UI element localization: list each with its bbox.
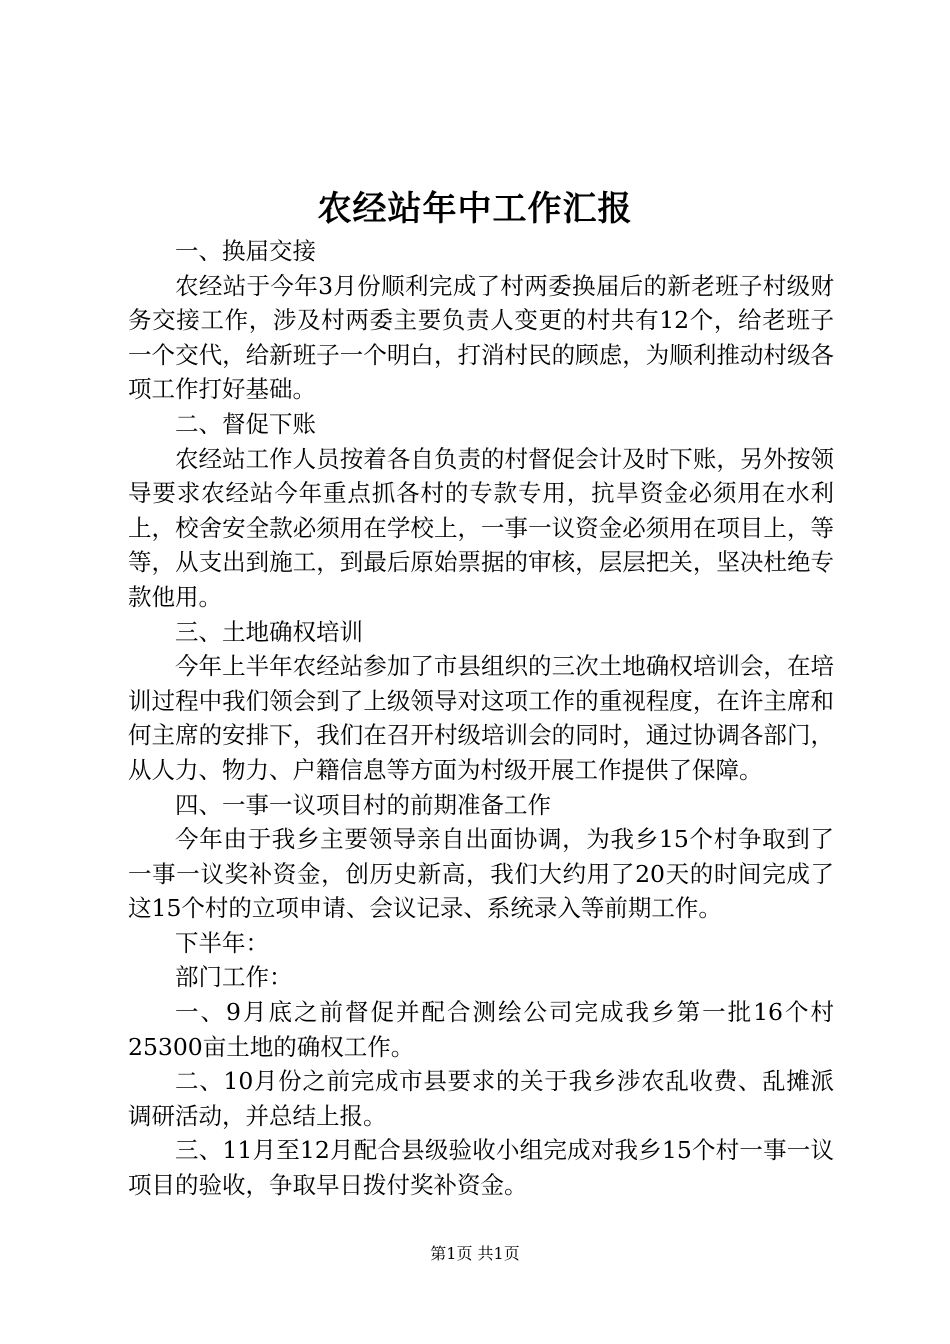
section-heading-second-half: 下半年： (175, 928, 269, 957)
plan-item-1: 一、9月底之前督促并配合测绘公司完成我乡第一批16个村25300亩土地的确权工作。 (128, 998, 834, 1061)
section-heading-department-work: 部门工作： (175, 963, 293, 992)
section-heading-land-training: 三、土地确权培训 (175, 617, 363, 646)
document-body (128, 234, 834, 1203)
paragraph-handover: 农经站于今年3月份顺利完成了村两委换届后的新老班子村级财务交接工作，涉及村两委主要负责人变更的村共有12个，给老班子一个交代，给新班子一个明白，打消村民的顾虑，为顺利推动村级各项工作打好基础。 (128, 271, 834, 404)
plan-item-3: 三、11月至12月配合县级验收小组完成对我乡15个村一事一议项目的验收，争取早日拨付奖补资金。 (128, 1136, 834, 1200)
section-heading-handover: 一、换届交接 (175, 237, 316, 265)
plan-item-2: 二、10月份之前完成市县要求的关于我乡涉农乱收费、乱摊派调研活动，并总结上报。 (128, 1067, 834, 1130)
document-title: 农经站年中工作汇报 (317, 189, 633, 229)
page-footer: 第1页 共1页 (430, 1244, 520, 1263)
paragraph-land-training: 今年上半年农经站参加了市县组织的三次土地确权培训会，在培训过程中我们领会到了上级领导对这项工作的重视程度，在许主席和何主席的安排下，我们在召开村级培训会的同时，通过协调各部门，从人力、物力、户籍信息等方面为村级开展工作提供了保障。 (128, 652, 834, 784)
paragraph-project-prep: 今年由于我乡主要领导亲自出面协调，为我乡15个村争取到了一事一议奖补资金，创历史新高，我们大约用了20天的时间完成了这15个村的立项申请、会议记录、系统录入等前期工作。 (128, 825, 834, 923)
section-heading-accounting: 二、督促下账 (175, 409, 316, 438)
section-heading-project-prep: 四、一事一议项目村的前期准备工作 (175, 790, 551, 819)
paragraph-accounting: 农经站工作人员按着各自负责的村督促会计及时下账，另外按领导要求农经站今年重点抓各村的专款专用，抗旱资金必须用在水利上，校舍安全款必须用在学校上，一事一议资金必须用在项目上，等等，从支出到施工，到最后原始票据的审核，层层把关，坚决杜绝专款他用。 (128, 444, 834, 611)
